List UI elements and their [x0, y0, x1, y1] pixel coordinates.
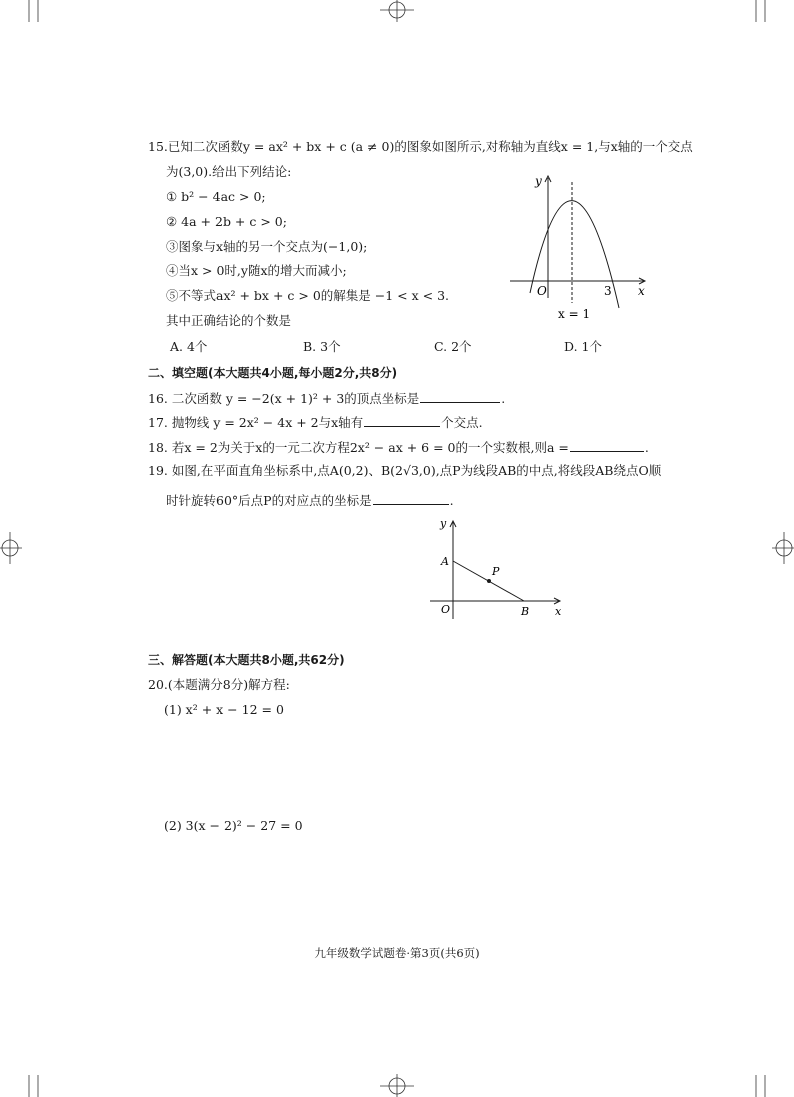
page-footer: 九年级数学试题卷·第3页(共6页) — [314, 946, 480, 960]
q19-text: 时针旋转60°后点P的对应点的坐标是 — [166, 493, 372, 508]
section-3-heading: 三、解答题(本大题共8小题,共62分) — [148, 653, 345, 667]
fig19-x-label: x — [555, 605, 562, 618]
q15-choice-d: D. 1个 — [564, 339, 602, 354]
fig15-x-label: x — [638, 284, 645, 298]
q18-answer-blank[interactable] — [570, 439, 644, 452]
q15-option-4: ④当x > 0时,y随x的增大而减小; — [166, 263, 347, 278]
q15-parabola-figure — [505, 168, 655, 328]
q15-option-3: ③图象与x轴的另一个交点为(−1,0); — [166, 239, 368, 254]
fig19-point-p: P — [492, 565, 500, 578]
section-2-heading: 二、填空题(本大题共4小题,每小题2分,共8分) — [148, 366, 398, 380]
q18-end: . — [644, 440, 649, 455]
fig15-three-label: 3 — [604, 284, 612, 298]
q15-option-5: ⑤不等式ax² + bx + c > 0的解集是 −1 < x < 3. — [166, 288, 449, 303]
q19-answer-blank[interactable] — [373, 492, 449, 505]
q16-end: . — [501, 391, 506, 406]
q15-line1: 15.已知二次函数y = ax² + bx + c (a ≠ 0)的图象如图所示,对称轴为直线x = 1,与x轴的一个交点 — [148, 139, 693, 154]
q19-line1: 19. 如图,在平面直角坐标系中,点A(0,2)、B(2√3,0),点P为线段AB的中点,将线段AB绕点O顺 — [148, 463, 662, 478]
fig19-point-a: A — [441, 555, 449, 568]
q20-part-1: (1) x² + x − 12 = 0 — [164, 702, 284, 717]
q18-text: 18. 若x = 2为关于x的一元二次方程2x² − ax + 6 = 0的一个实数根,则a = — [148, 440, 569, 455]
fig19-origin: O — [441, 603, 451, 616]
q17 — [148, 414, 483, 430]
q20-title: 20.(本题满分8分)解方程: — [148, 677, 290, 692]
q19-coordinate-figure — [425, 515, 575, 620]
q17-answer-blank[interactable] — [364, 414, 440, 427]
q16-answer-blank[interactable] — [420, 390, 500, 403]
q15-line2: 为(3,0).给出下列结论: — [166, 164, 292, 179]
q15-choice-a: A. 4个 — [170, 339, 208, 354]
point-p-dot — [487, 579, 491, 583]
q15-option-2: ② 4a + 2b + c > 0; — [166, 214, 287, 229]
fig19-y-label: y — [440, 517, 447, 530]
q15-prompt: 其中正确结论的个数是 — [166, 313, 292, 328]
fig19-point-b: B — [521, 605, 530, 618]
fig15-origin-label: O — [537, 284, 547, 298]
q18 — [148, 439, 649, 455]
q17-text: 17. 抛物线 y = 2x² − 4x + 2与x轴有 — [148, 415, 364, 430]
fig15-axis-label: x = 1 — [558, 307, 591, 321]
q16 — [148, 390, 505, 406]
q15-choice-c: C. 2个 — [434, 339, 472, 354]
q20-part-2: (2) 3(x − 2)² − 27 = 0 — [164, 818, 303, 833]
q19-line2 — [166, 492, 454, 508]
q16-text: 16. 二次函数 y = −2(x + 1)² + 3的顶点坐标是 — [148, 391, 420, 406]
q19-end: . — [449, 493, 454, 508]
q15-choice-b: B. 3个 — [303, 339, 341, 354]
q15-option-1: ① b² − 4ac > 0; — [166, 189, 266, 204]
q17-end: 个交点. — [441, 415, 483, 430]
fig15-y-label: y — [535, 174, 542, 188]
